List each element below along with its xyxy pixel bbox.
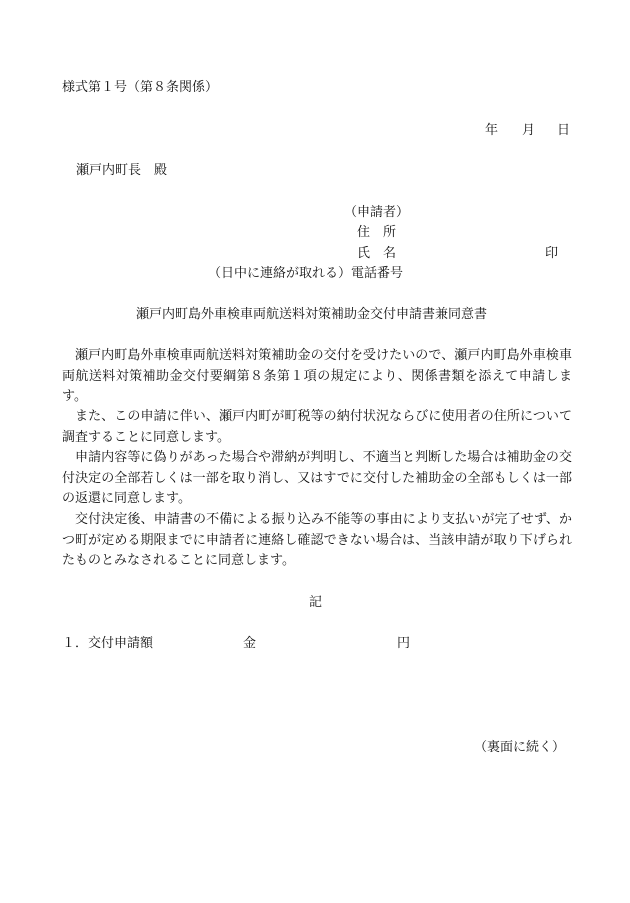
- item-1-currency-unit: 円: [397, 636, 411, 651]
- seal-mark: 印: [545, 246, 559, 261]
- document-title: 瀬戸内町島外車検車両航送料対策補助金交付申請書兼同意書: [136, 307, 488, 322]
- date-year-label: 年: [485, 123, 499, 138]
- applicant-address-label: 住 所: [357, 225, 397, 240]
- form-number: 様式第１号（第８条関係）: [62, 80, 219, 95]
- applicant-phone-label: （日中に連絡が取れる）電話番号: [208, 266, 404, 281]
- applicant-heading: （申請者）: [344, 205, 410, 220]
- item-1-currency-prefix: 金: [243, 636, 257, 651]
- applicant-name-label: 氏 名: [357, 246, 397, 261]
- continued-note: （裏面に続く）: [474, 740, 566, 755]
- item-1-label: １．交付申請額: [62, 636, 154, 651]
- body-paragraph-1: 瀬戸内町島外車検車両航送料対策補助金の交付を受けたいので、瀬戸内町島外車検車両航送料対策補助金交付要綱第８条第１項の規定により、関係書類を添えて申請します。: [62, 348, 572, 404]
- body-paragraph-4: 交付決定後、申請書の不備による振り込み不能等の事由により支払いが完了せず、かつ町が定める期限までに申請者に連絡し確認できない場合は、当該申請が取り下げられたものとみなされることに同意します。: [62, 512, 572, 568]
- body-paragraph-3: 申請内容等に偽りがあった場合や滞納が判明し、不適当と判断した場合は補助金の交付決定の全部若しくは一部を取り消し、又はすでに交付した補助金の全部もしくは一部の返還に同意します。: [62, 450, 572, 506]
- ki-mark: 記: [309, 595, 323, 610]
- date-month-label: 月: [522, 123, 536, 138]
- addressee: 瀬戸内町長 殿: [76, 163, 168, 178]
- date-day-label: 日: [557, 123, 571, 138]
- body-paragraph-2: また、この申請に伴い、瀬戸内町が町税等の納付状況ならびに使用者の住所について調査することに同意します。: [62, 409, 572, 445]
